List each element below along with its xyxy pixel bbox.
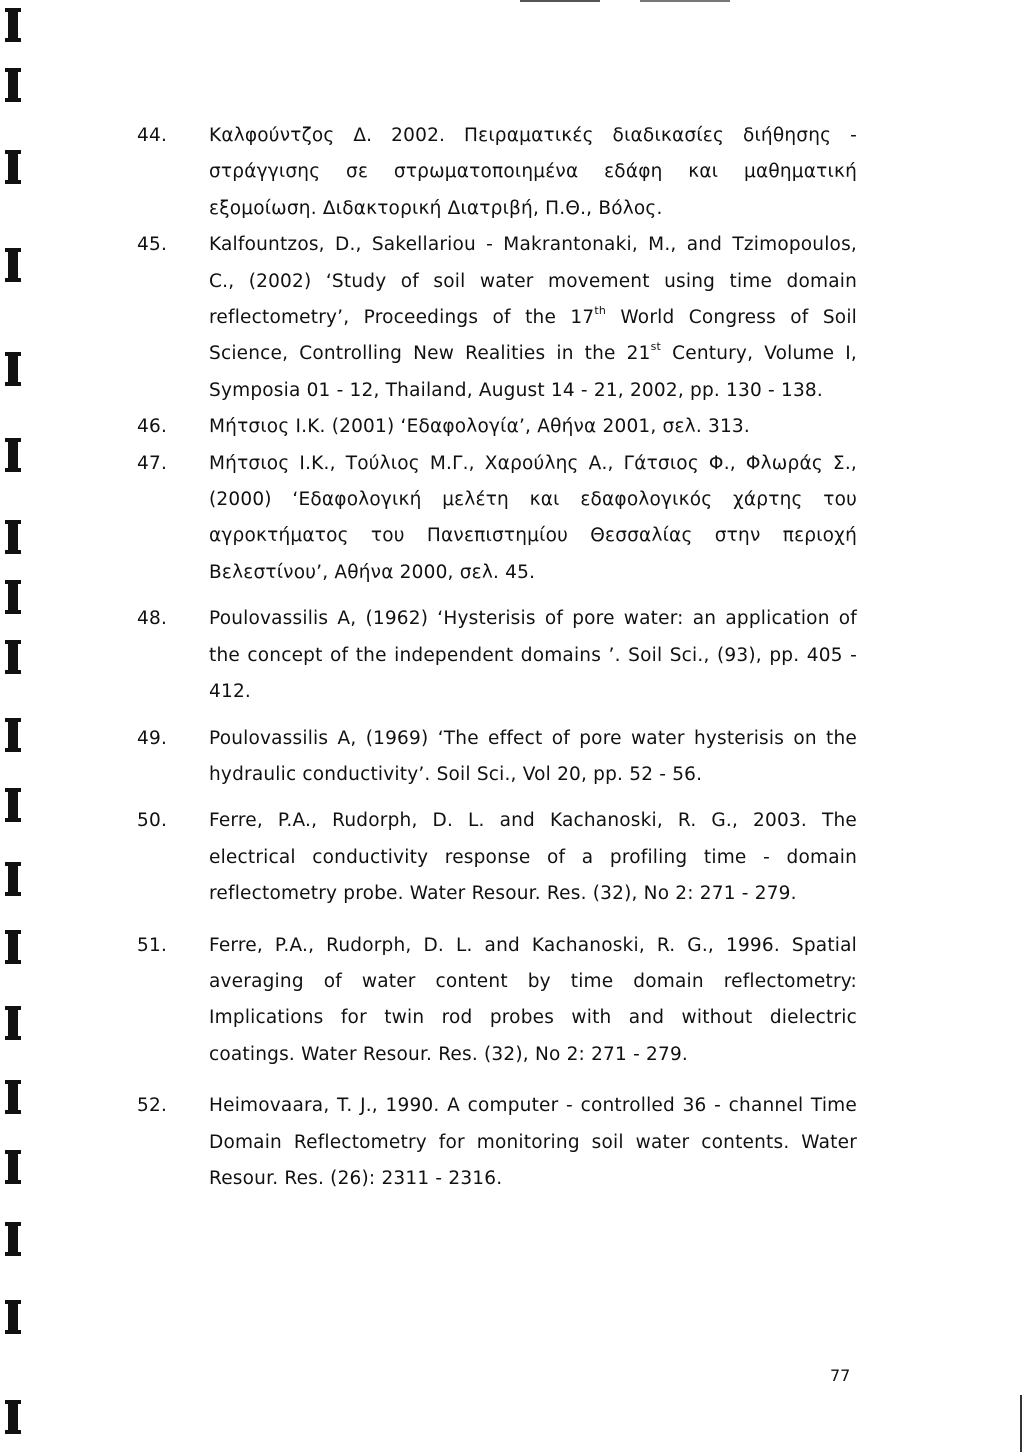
binding-mark: [8, 1006, 18, 1040]
reference-item: [137, 227, 857, 409]
scan-edge-line: [520, 0, 600, 2]
reference-number: 51.: [137, 934, 168, 956]
binding-mark: [8, 1080, 18, 1114]
binding-marks: [0, 0, 26, 1452]
reference-text: Μήτσιος Ι.Κ. (2001) ‘Εδαφολογία’, Αθήνα 2001, σελ. 313.: [209, 416, 750, 438]
reference-number: 49.: [137, 727, 168, 749]
reference-item: [137, 803, 857, 912]
reference-text: Poulovassilis A, (1969) ‘The effect of pore water hysterisis on the hydraulic conductivity’. Soil Sci., Vol 20, pp. 52 - 56.: [209, 727, 857, 785]
ordinal-superscript: th: [594, 304, 607, 318]
binding-mark: [8, 1150, 18, 1184]
reference-text-part: Kalfountzos, D., Sakellariou - Makrantonaki, M., and Tzimopoulos, C., (2002) ‘Study of soil water movement using time domain reflectometry’, Proceedings of the 17: [209, 234, 857, 329]
reference-item: [137, 721, 857, 794]
binding-mark: [8, 8, 18, 42]
reference-number: 47.: [137, 452, 168, 474]
ordinal-superscript: st: [650, 340, 662, 354]
binding-mark: [8, 1222, 18, 1256]
reference-text: Ferre, P.A., Rudorph, D. L. and Kachanoski, R. G., 2003. The electrical conductivity response of a profiling time - domain reflectometry probe. Water Resour. Res. (32), No 2: 271 - 279.: [209, 810, 857, 905]
reference-number: 46.: [137, 416, 168, 438]
binding-mark: [8, 1400, 18, 1434]
reference-list: [137, 118, 857, 1197]
binding-mark: [8, 352, 18, 386]
binding-mark: [8, 438, 18, 472]
reference-text-part: World Congress of Soil Science, Controlling New Realities in the 21: [209, 307, 858, 365]
reference-number: 52.: [137, 1095, 168, 1117]
binding-mark: [8, 862, 18, 896]
reference-number: 50.: [137, 810, 168, 832]
reference-text: [209, 227, 857, 409]
reference-text: Ferre, P.A., Rudorph, D. L. and Kachanoski, R. G., 1996. Spatial averaging of water content by time domain reflectometry: Implications for twin rod probes with and without dielectric coatings. Water Resour. Res. (32), No 2: 271 - 279.: [209, 934, 857, 1065]
reference-number: 45.: [137, 234, 168, 256]
binding-mark: [8, 788, 18, 822]
binding-mark: [8, 248, 18, 282]
reference-text: Heimovaara, T. J., 1990. A computer - controlled 36 - channel Time Domain Reflectometry for monitoring soil water contents. Water Resour. Res. (26): 2311 - 2316.: [209, 1095, 857, 1189]
reference-text: Μήτσιος Ι.Κ., Τούλιος Μ.Γ., Χαρούλης Α., Γάτσιος Φ., Φλωράς Σ., (2000) ‘Εδαφολογική μελέτη και εδαφολογικός χάρτης του αγροκτήματος του Πανεπιστημίου Θεσσαλίας στην περιοχή Βελεστίνου’, Αθήνα 2000, σελ. 45.: [209, 452, 857, 583]
reference-item: [137, 928, 857, 1074]
reference-number: 44.: [137, 125, 168, 146]
binding-mark: [8, 68, 18, 102]
binding-mark: [8, 520, 18, 554]
binding-mark: [8, 150, 18, 184]
reference-number: 48.: [137, 608, 168, 630]
binding-mark: [8, 580, 18, 614]
reference-text: Καλφούντζος Δ. 2002. Πειραματικές διαδικασίες διήθησης - στράγγισης σε στρωματοποιημένα εδάφη και μαθηματική εξομοίωση. Διδακτορική Διατριβή, Π.Θ., Βόλος.: [209, 125, 857, 219]
reference-text-part: Century, Volume I, Symposia 01 - 12, Thailand, August 14 - 21, 2002, pp. 130 - 138.: [209, 343, 857, 401]
reference-item: [137, 446, 857, 592]
binding-mark: [8, 1300, 18, 1334]
binding-mark: [8, 718, 18, 752]
reference-item: [137, 601, 857, 710]
page-number: 77: [830, 1366, 851, 1385]
binding-mark: [8, 640, 18, 674]
binding-mark: [8, 930, 18, 964]
scan-edge-line: [1020, 1395, 1022, 1452]
reference-item: [137, 1088, 857, 1197]
reference-item: [137, 118, 857, 227]
scan-edge-line: [640, 0, 730, 2]
reference-text: Poulovassilis A, (1962) ‘Hysterisis of pore water: an application of the concept of the independent domains ’. Soil Sci., (93), pp. 405 - 412.: [209, 608, 857, 703]
reference-item: [137, 409, 857, 445]
